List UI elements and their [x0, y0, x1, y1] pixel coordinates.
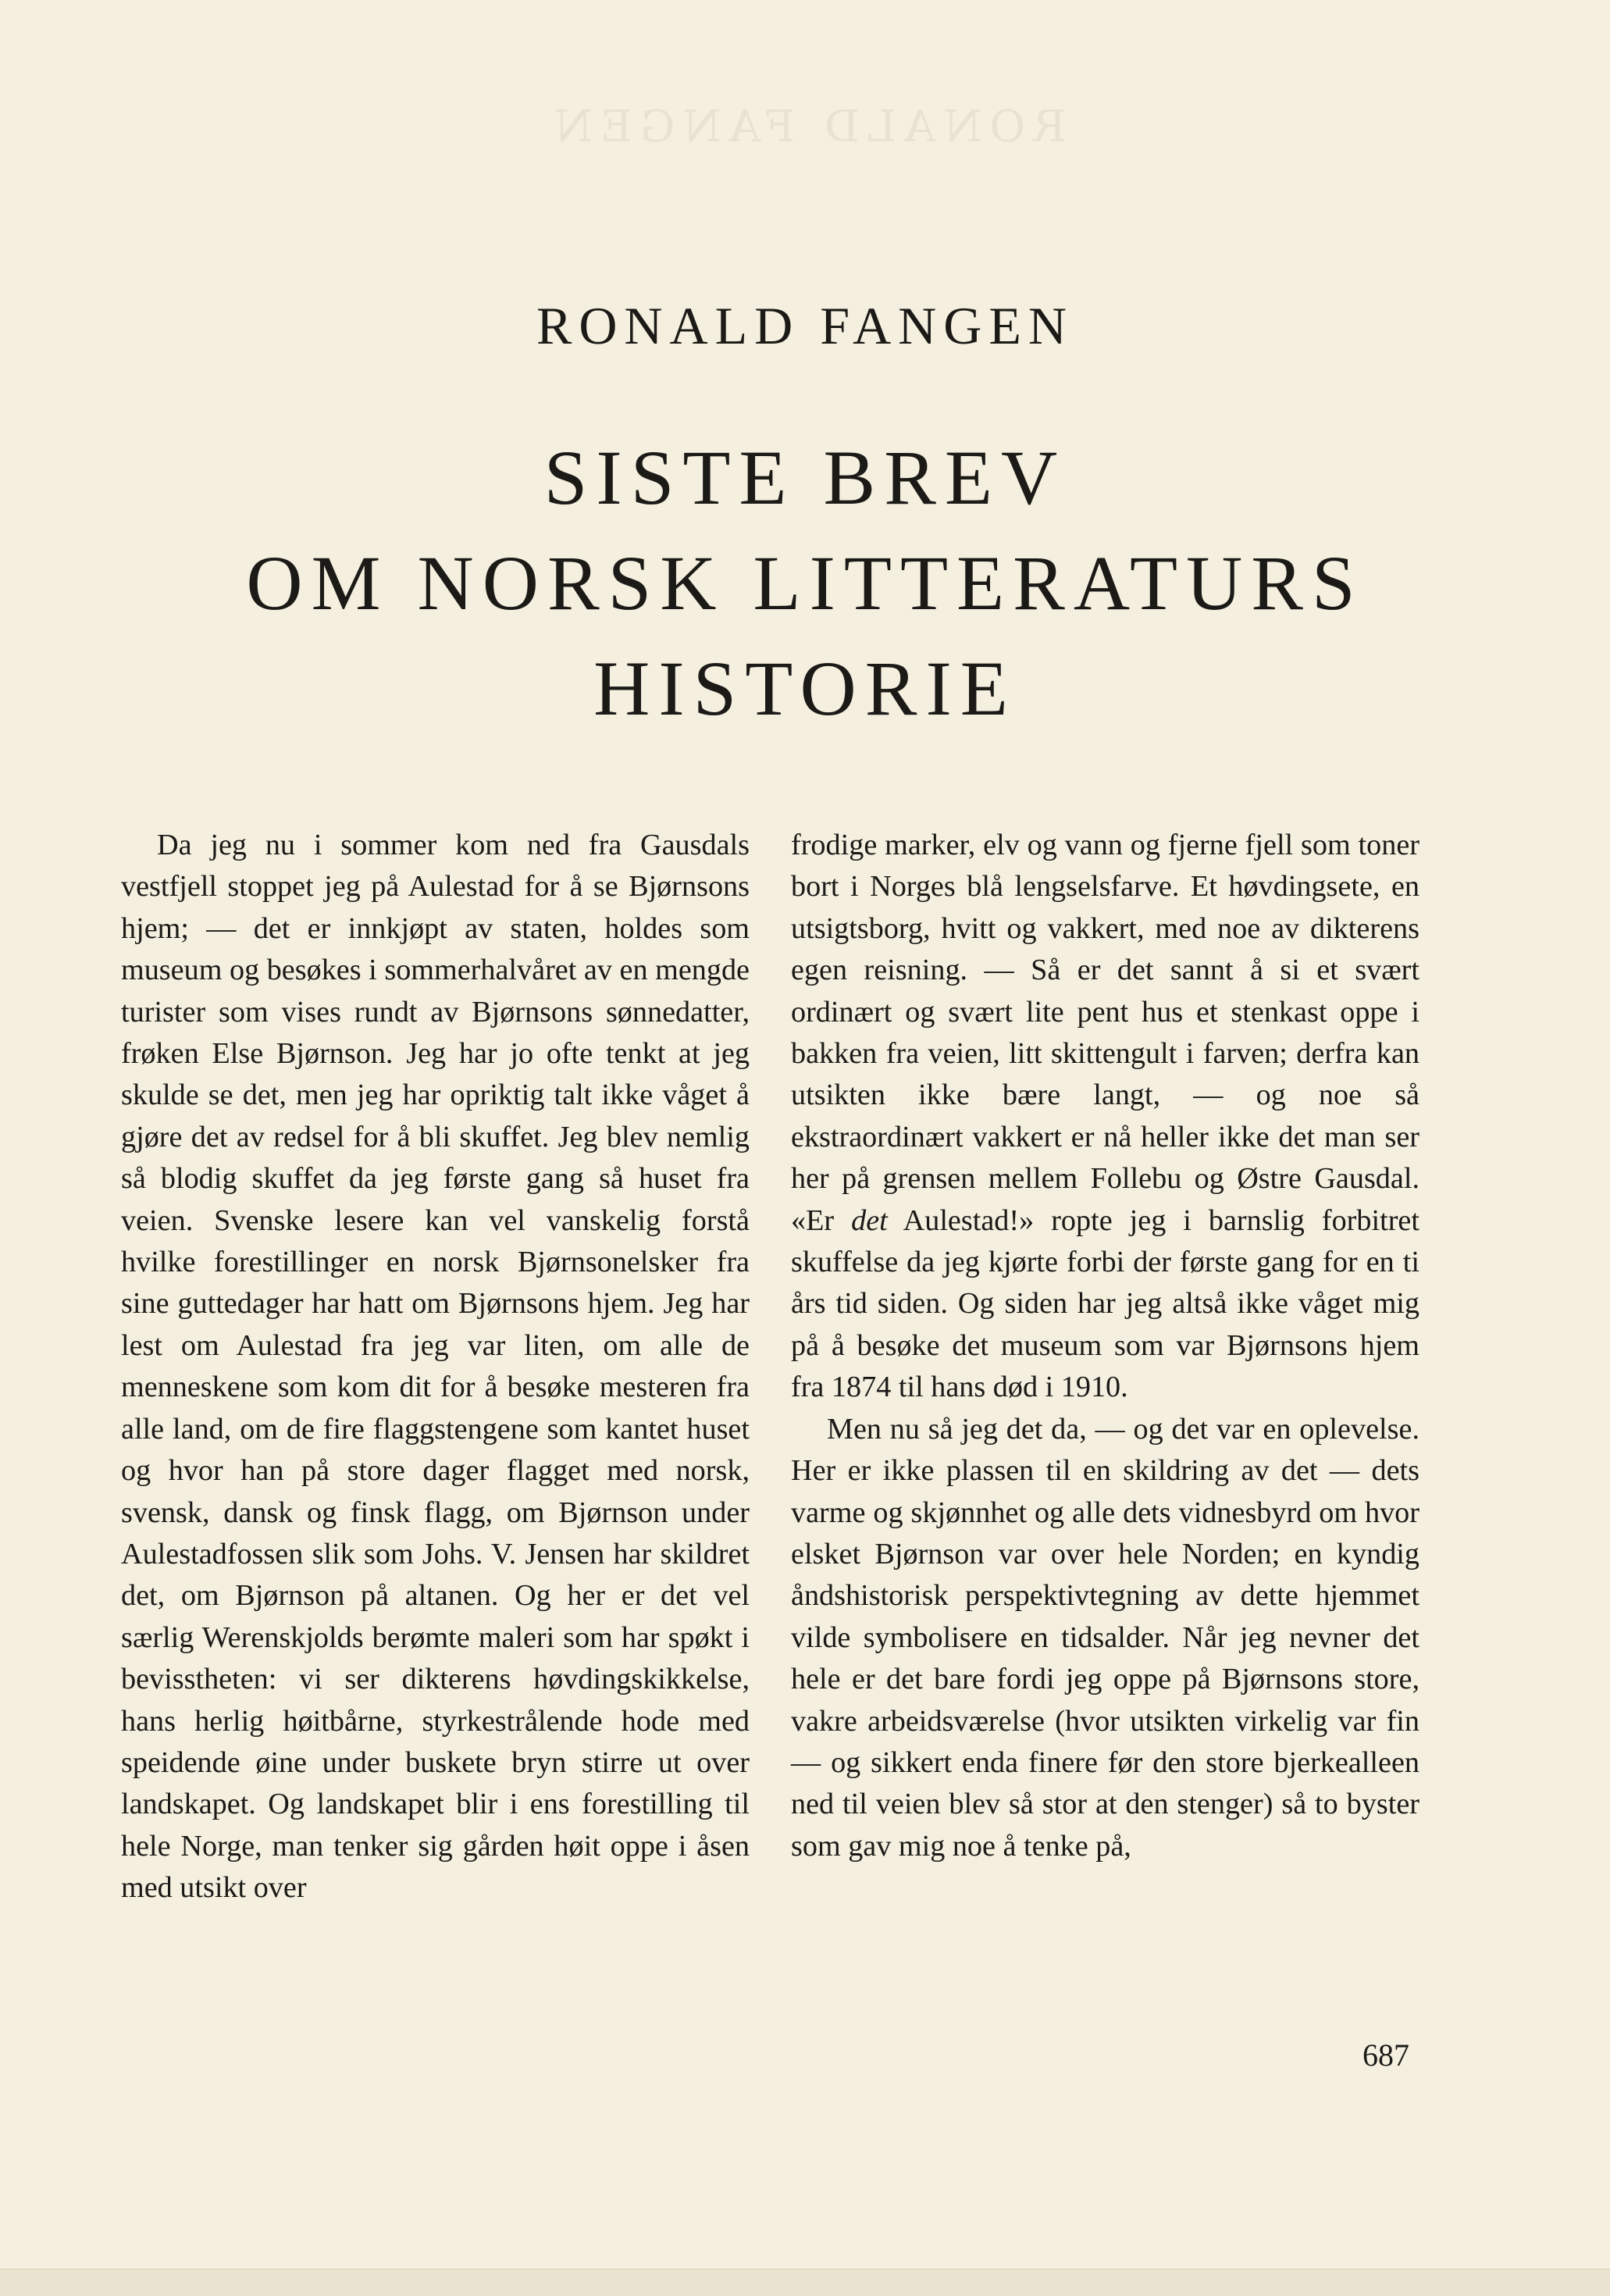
author-name: RONALD FANGEN [536, 296, 1074, 355]
quote-before: «Er [791, 1203, 852, 1237]
right-column [791, 825, 1419, 1867]
title-line-2: OM NORSK LITTERATURS [246, 540, 1364, 626]
paragraph: Da jeg nu i sommer kom ned fra Gausdals vestfjell stoppet jeg på Aulestad for å se Bjørnsons hjem; — det er innkjøpt av staten, holdes som museum og besøkes i sommerhalvåret av en mengde turister som vises rundt av Bjørnsons sønnedatter, frøken Else Bjørnson. Jeg har jo ofte tenkt at jeg skulde se det, men jeg har opriktig talt ikke våget å gjøre det av redsel for å bli skuffet. Jeg blev nemlig så blodig skuffet da jeg første gang så huset fra veien. Svenske lesere kan vel vanskelig forstå hvilke forestillinger en norsk Bjørnsonelsker fra sine guttedager har hatt om Bjørnsons hjem. Jeg har lest om Aulestad fra jeg var liten, om alle de menneskene som kom dit for å besøke mesteren fra alle land, om de fire flaggstengene som kantet huset og hvor han på store dager flagget med norsk, svensk, dansk og finsk flagg, om Bjørnson under Aulestadfossen slik som Johs. V. Jensen har skildret det, om Bjørnson på altanen. Og her er det vel særlig Werenskjolds berømte maleri som har spøkt i bevisstheten: vi ser dikterens høvdingskikkelse, hans herlig høitbårne, styrkestrålende hode med speidende øine under buskete bryn stirre ut over landskapet. Og landskapet blir i ens forestilling til hele Norge, man tenker sig gården høit oppe i åsen med utsikt over [121, 829, 750, 1905]
page-bottom-edge [0, 2269, 1610, 2296]
emphasis-text: det [851, 1203, 888, 1237]
title-line-3: HISTORIE [593, 645, 1017, 732]
paragraph: Men nu så jeg det da, — og det var en oplevelse. Her er ikke plassen til en skildring av det — dets varme og skjønnhet og alle dets vidnesbyrd om hvor elsket Bjørnson var over hele Norden; en kyndig åndshistorisk perspektivtegning av dette hjemmet vilde symbolisere en tidsalder. Når jeg nevner det hele er det bare fordi jeg oppe på Bjørnsons store, vakre arbeidsværelse (hvor utsikten virkelig var fin — og sikkert enda finere før den store bjerkealleen ned til veien blev så stor at den stenger) så to byster som gav mig noe å tenke på, [791, 1412, 1419, 1863]
title-line-1: SISTE BREV [543, 434, 1067, 521]
show-through-heading: RONALD FANGEN [547, 102, 1067, 152]
quote-after: Aulestad!» ropte jeg i barnslig forbitret skuffelse da jeg kjørte forbi der første gang for en ti års tid siden. Og siden har jeg altså ikke våget mig på å besøke det museum som var Bjørnsons hjem fra 1874 til hans død i 1910. [791, 1203, 1419, 1404]
paragraph-text: frodige marker, elv og vann og fjerne fjell som toner bort i Norges blå lengselsfarve. Et høvdingsete, en utsigtsborg, hvitt og vakkert, med noe av dikterens egen reisning. — Så er det sannt å si et svært ordinært og svært lite pent hus et stenkast oppe i bakken fra veien, litt skittengult i farven; derfra kan utsikten ikke bære langt, — og noe så ekstraordinært vakkert er nå heller ikke det man ser her på grensen mellem Follebu og Østre Gausdal. [791, 829, 1419, 1196]
page-number: 687 [1362, 2038, 1409, 2073]
left-column [121, 825, 750, 1909]
paragraph [791, 825, 1419, 1409]
